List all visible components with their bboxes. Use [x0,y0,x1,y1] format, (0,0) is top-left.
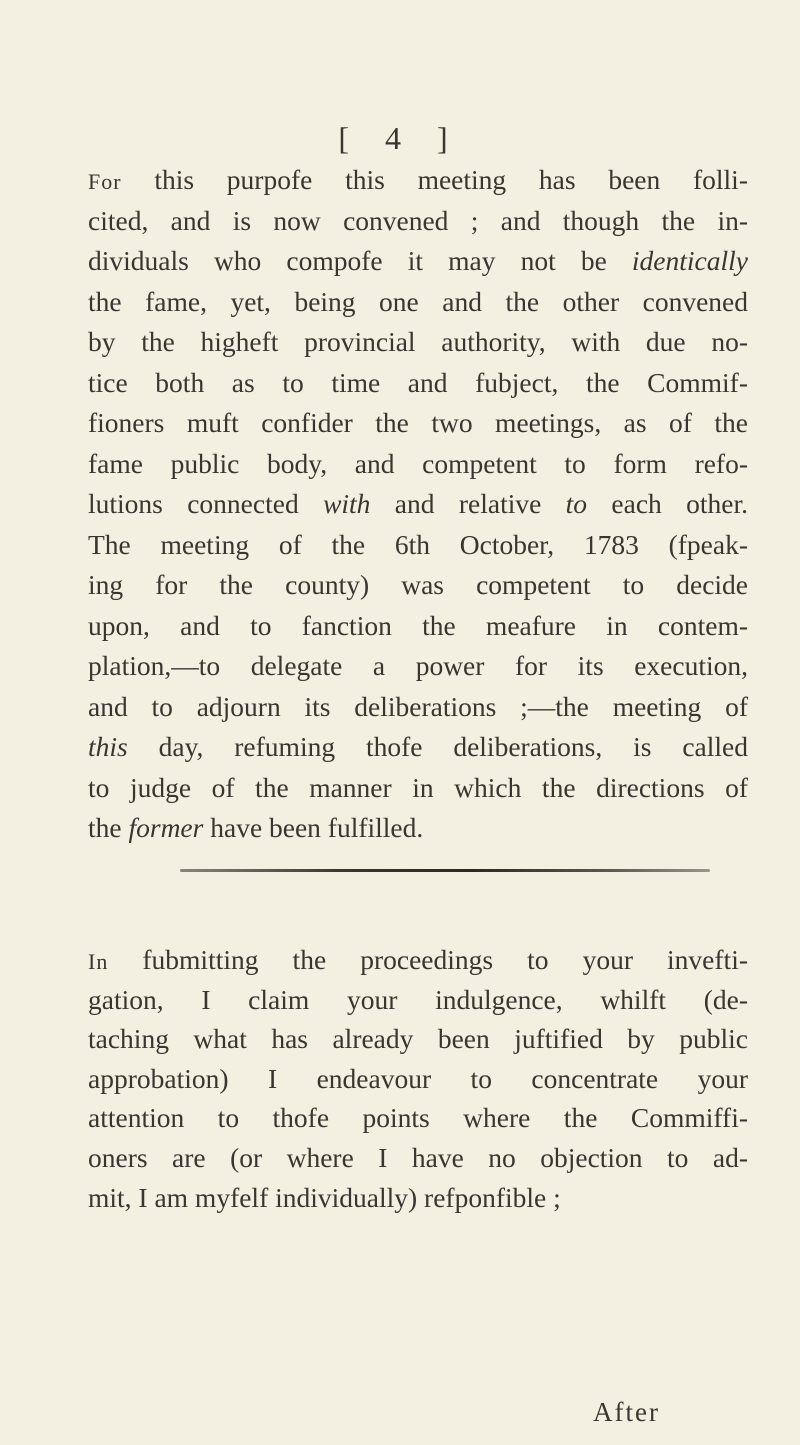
text-line: For this purpofe this meeting has been folli- [88,164,748,195]
text-line: dividuals who compofe it may not be identically [88,245,748,276]
page-number: [ 4 ] [338,120,462,156]
text-line: cited, and is now convened ; and though the in- [88,204,748,236]
text-line: to judge of the manner in which the directions of [88,771,748,803]
text-line: mit, I am myfelf individually) refponfible ; [88,1181,561,1213]
text-line: gation, I claim your indulgence, whilft (de- [88,983,748,1015]
text-line: upon, and to fanction the meafure in contem- [88,609,748,641]
text-line: tice both as to time and fubject, the Commif- [88,366,748,398]
text-line: fame public body, and competent to form refo- [88,447,748,479]
section-divider-rule [180,869,710,872]
text-line: taching what has already been juftified by public [88,1023,748,1055]
text-line: by the higheft provincial authority, with due no- [88,326,748,357]
text-line: plation,—to delegate a power for its execution, [88,650,748,681]
text-line: ing for the county) was competent to decide [88,569,748,600]
text-line: approbation) I endeavour to concentrate your [88,1062,748,1094]
text-line: lutions connected with and relative to each other. [88,488,749,519]
text-line: In fubmitting the proceedings to your invefti- [88,944,748,975]
text-line: oners are (or where I have no objection to ad- [88,1141,748,1173]
text-line: this day, refuming thofe deliberations, is called [88,731,748,762]
text-line: fioners muft confider the two meetings, as of the [88,407,748,438]
paragraph-2 [88,940,748,1217]
text-line: and to adjourn its deliberations ;—the meeting of [88,690,748,722]
text-line: the former have been fulfilled. [88,812,424,843]
text-line: attention to thofe points where the Commiffi- [88,1102,748,1134]
text-line: The meeting of the 6th October, 1783 (fpeak- [88,528,748,560]
catchword: After [593,1397,660,1427]
text-line: the fame, yet, being one and the other convened [88,285,748,317]
paragraph-1 [88,160,748,849]
